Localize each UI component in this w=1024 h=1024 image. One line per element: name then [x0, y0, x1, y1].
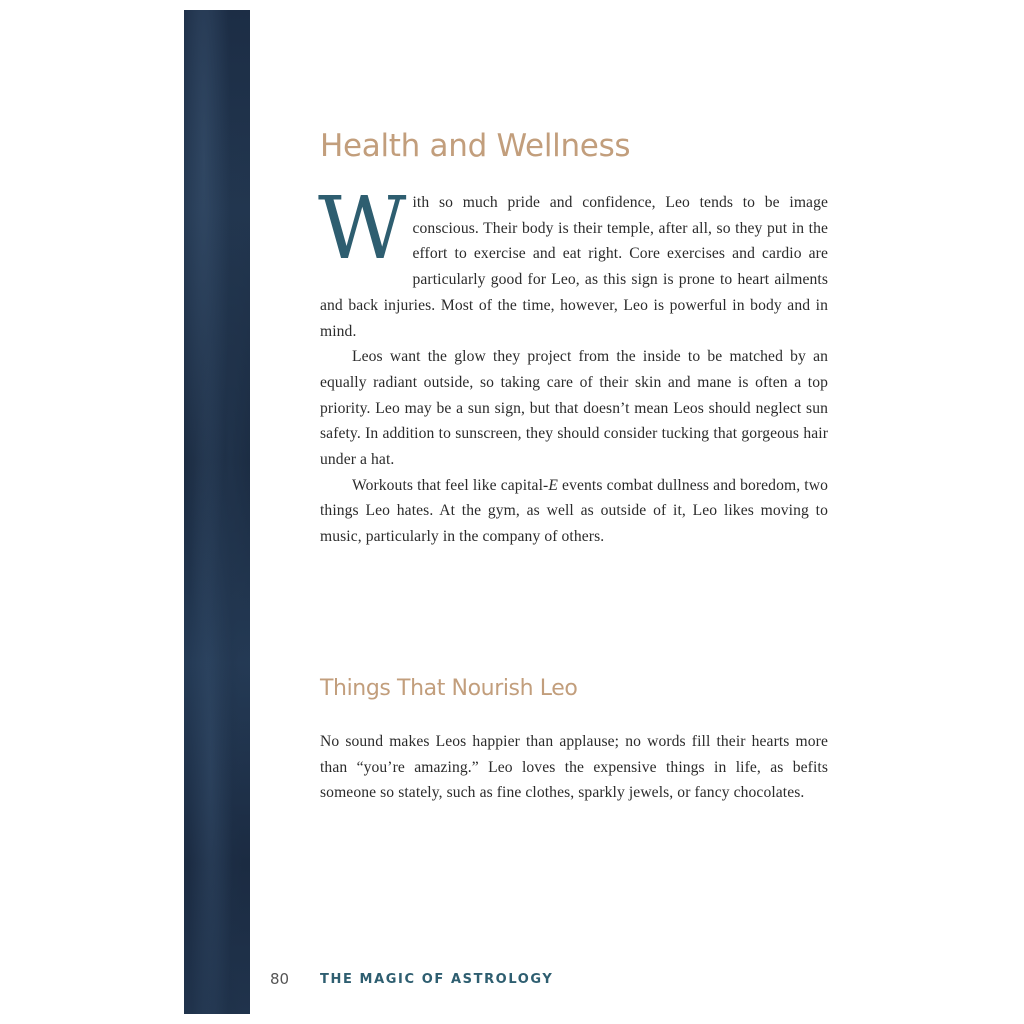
subsection-title: Things That Nourish Leo — [320, 676, 578, 701]
paragraph-1-text: ith so much pride and confidence, Leo tends to be image conscious. Their body is their temple, after all, so they put in the effort to exercise and eat right. Core exercises and cardio are particularly good for Leo, as this sign is prone to heart ailments and back injuries. Most of the time, however, Leo is powerful in body and in mind. — [320, 194, 828, 340]
section-header — [320, 120, 828, 172]
paragraph-3 — [320, 473, 828, 550]
paragraph-3-end: events combat dullness and boredom, two things Leo hates. At the gym, as well as outside of it, Leo likes moving to music, particularly in the company of others. — [320, 476, 828, 546]
paragraph-3-italic: E — [548, 476, 558, 494]
paragraph-3-start: Workouts that feel like capital- — [352, 476, 549, 494]
page-number: 80 — [270, 970, 290, 988]
section-body — [318, 179, 828, 550]
paragraph-2: Leos want the glow they project from the inside to be matched by an equally radiant outside, so taking care of their skin and mane is often a top priority. Leo may be a sun sign, but that doesn’t mean Leos should neglect sun safety. In addition to sunscreen, they should consider tucking that gorgeous hair under a hat. — [320, 348, 828, 469]
page-footer — [270, 967, 553, 991]
section-title: Health and Wellness — [320, 128, 631, 164]
running-book-title: THE MAGIC OF ASTROLOGY — [320, 971, 554, 987]
drop-cap: W — [318, 179, 407, 279]
subsection-body — [320, 729, 828, 806]
decorative-spine-band — [184, 10, 250, 1014]
subsection-paragraph: No sound makes Leos happier than applause; no words fill their hearts more than “you’re amazing.” Leo loves the expensive things in life, as befits someone so stately, such as fine clothes, sparkly jewels, or fancy chocolates. — [320, 733, 828, 802]
paragraph-1 — [318, 179, 828, 344]
